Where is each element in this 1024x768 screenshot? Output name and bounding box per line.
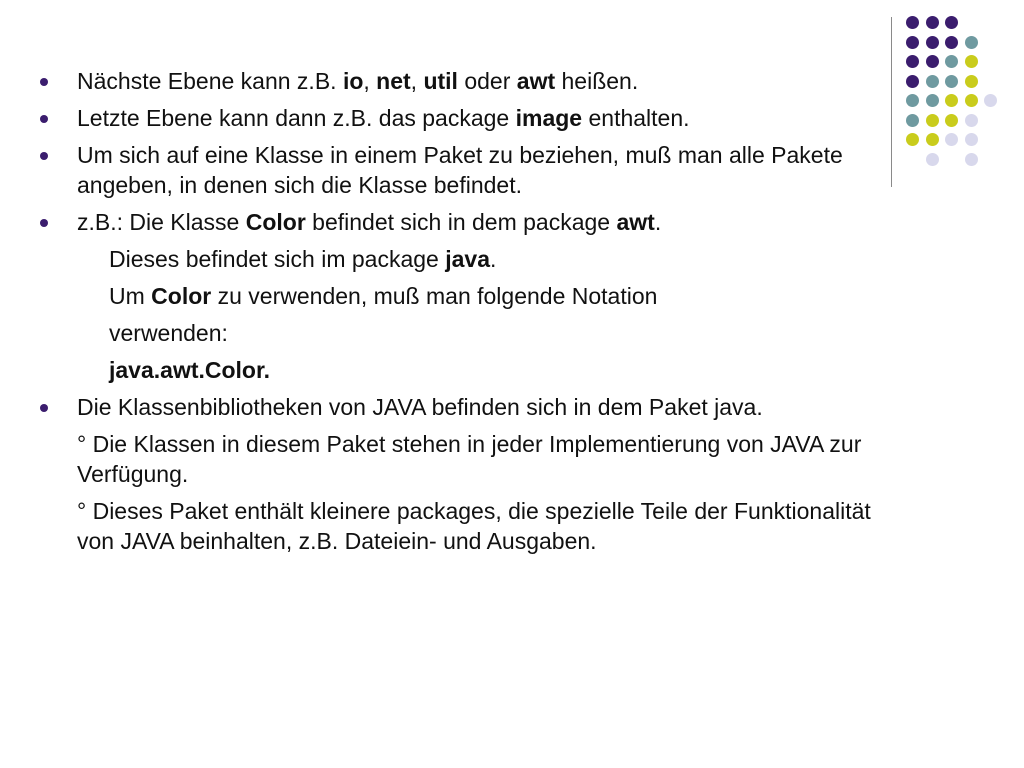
- bold-text: net: [376, 68, 411, 94]
- decorative-dot: [906, 114, 919, 127]
- decorative-dot: [965, 55, 978, 68]
- bullet-item: [40, 66, 900, 96]
- decorative-dot: [945, 55, 958, 68]
- bold-text: java.awt.Color.: [109, 357, 271, 383]
- decorative-dot: [965, 133, 978, 146]
- bold-text: Color: [151, 283, 212, 309]
- indented-line: [40, 355, 900, 385]
- text-run: verwenden:: [109, 320, 228, 346]
- indented-line: [40, 281, 900, 311]
- decorative-dot: [906, 94, 919, 107]
- decorative-dot: [945, 133, 958, 146]
- decorative-dot: [926, 55, 939, 68]
- decorative-dot: [906, 75, 919, 88]
- decorative-dot: [945, 94, 958, 107]
- text-run: .: [490, 246, 497, 272]
- decorative-dot: [926, 75, 939, 88]
- decorative-dot: [984, 94, 997, 107]
- text-run: zu verwenden, muß man folgende Notation: [211, 283, 658, 309]
- decorative-dot: [926, 153, 939, 166]
- bold-text: awt: [516, 68, 556, 94]
- text-run: befindet sich in dem package: [305, 209, 617, 235]
- text-run: Nächste Ebene kann z.B.: [77, 68, 343, 94]
- bold-text: java: [445, 246, 490, 272]
- text-run: oder: [457, 68, 517, 94]
- bullet-item: [40, 140, 900, 200]
- text-run: heißen.: [555, 68, 639, 94]
- text-run: Die Klassenbibliotheken von JAVA befinden sich in dem Paket java.: [77, 394, 763, 420]
- decorative-dot: [906, 36, 919, 49]
- decorative-dot: [906, 16, 919, 29]
- text-run: ,: [363, 68, 377, 94]
- text-run: Dieses befindet sich im package: [109, 246, 446, 272]
- decorative-dot: [945, 75, 958, 88]
- bold-text: io: [342, 68, 364, 94]
- decorative-dot-grid: [906, 16, 1016, 166]
- decorative-dot: [906, 55, 919, 68]
- indented-line: [40, 496, 900, 556]
- bold-text: Color: [245, 209, 306, 235]
- bold-text: awt: [616, 209, 655, 235]
- text-run: ,: [410, 68, 424, 94]
- decorative-dot: [926, 133, 939, 146]
- decorative-dot: [926, 16, 939, 29]
- decorative-dot: [965, 94, 978, 107]
- decorative-dot: [906, 133, 919, 146]
- text-run: ° Die Klassen in diesem Paket stehen in jeder Implementierung von JAVA zur Verfügung.: [77, 431, 862, 487]
- text-run: Um: [109, 283, 152, 309]
- decorative-dot: [965, 36, 978, 49]
- slide-body: [40, 66, 900, 563]
- bold-text: util: [423, 68, 458, 94]
- text-run: ° Dieses Paket enthält kleinere packages, die spezielle Teile der Funktionalität von JAVA beinhalten, z.B. Dateiein- und Ausgaben.: [77, 498, 871, 554]
- bullet-item: [40, 207, 900, 237]
- decorative-dot: [965, 153, 978, 166]
- decorative-dot: [965, 114, 978, 127]
- decorative-dot: [926, 94, 939, 107]
- indented-line: [40, 429, 900, 489]
- indented-line: [40, 244, 900, 274]
- decorative-dot: [926, 114, 939, 127]
- text-run: enthalten.: [582, 105, 690, 131]
- bold-text: image: [515, 105, 583, 131]
- decorative-dot: [965, 75, 978, 88]
- decorative-dot: [945, 16, 958, 29]
- decorative-dot: [945, 36, 958, 49]
- bullet-item: [40, 103, 900, 133]
- bullet-item: [40, 392, 900, 422]
- text-run: z.B.: Die Klasse: [77, 209, 246, 235]
- indented-line: [40, 318, 900, 348]
- text-run: Letzte Ebene kann dann z.B. das package: [77, 105, 516, 131]
- text-run: .: [654, 209, 662, 235]
- decorative-dot: [926, 36, 939, 49]
- decorative-dot: [945, 114, 958, 127]
- text-run: Um sich auf eine Klasse in einem Paket zu beziehen, muß man alle Pakete angeben, in denen sich die Klasse befindet.: [77, 142, 843, 198]
